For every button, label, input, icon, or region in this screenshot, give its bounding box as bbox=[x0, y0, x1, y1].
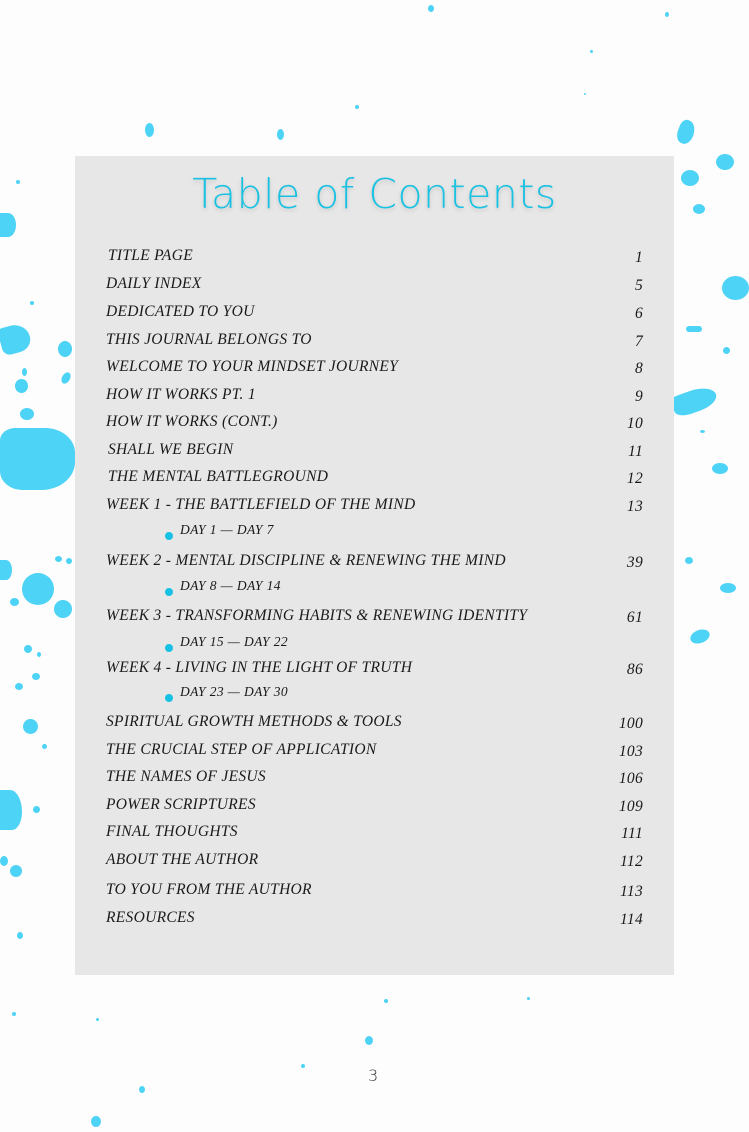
bullet-icon bbox=[165, 532, 173, 540]
toc-entry[interactable]: TO YOU FROM THE AUTHOR 113 bbox=[106, 881, 643, 900]
bullet-icon bbox=[165, 694, 173, 702]
toc-entry[interactable]: WEEK 3 - TRANSFORMING HABITS & RENEWING IDENTITY 61 bbox=[106, 607, 643, 626]
toc-entry[interactable]: FINAL THOUGHTS 111 bbox=[106, 823, 643, 842]
toc-panel bbox=[75, 156, 674, 975]
toc-sub-entry[interactable]: DAY 23 — DAY 30 bbox=[180, 684, 288, 704]
bullet-icon bbox=[165, 644, 173, 652]
toc-entry[interactable]: DAILY INDEX 5 bbox=[106, 275, 643, 294]
toc-entry[interactable]: THE MENTAL BATTLEGROUND 12 bbox=[108, 468, 643, 487]
toc-entry[interactable]: SPIRITUAL GROWTH METHODS & TOOLS 100 bbox=[106, 713, 643, 732]
toc-entry[interactable]: HOW IT WORKS (CONT.) 10 bbox=[106, 413, 643, 432]
page-title: Table of Contents bbox=[192, 170, 557, 218]
toc-entry[interactable]: POWER SCRIPTURES 109 bbox=[106, 796, 643, 815]
toc-entry[interactable]: WEEK 4 - LIVING IN THE LIGHT OF TRUTH 86 bbox=[106, 659, 643, 678]
toc-entry[interactable]: ABOUT THE AUTHOR 112 bbox=[106, 851, 643, 870]
toc-entry[interactable]: WEEK 2 - MENTAL DISCIPLINE & RENEWING THE MIND 39 bbox=[106, 552, 643, 571]
toc-entry[interactable]: HOW IT WORKS PT. 1 9 bbox=[106, 386, 643, 405]
page-number: 3 bbox=[368, 1066, 379, 1085]
toc-entry[interactable]: THE CRUCIAL STEP OF APPLICATION 103 bbox=[106, 741, 643, 760]
toc-entry[interactable]: TITLE PAGE 1 bbox=[108, 247, 643, 266]
toc-entry[interactable]: SHALL WE BEGIN 11 bbox=[108, 441, 643, 460]
toc-sub-entry[interactable]: DAY 1 — DAY 7 bbox=[180, 522, 274, 542]
toc-entry[interactable]: THIS JOURNAL BELONGS TO 7 bbox=[106, 331, 643, 350]
bullet-icon bbox=[165, 588, 173, 596]
toc-sub-entry[interactable]: DAY 8 — DAY 14 bbox=[180, 578, 281, 598]
toc-entry[interactable]: WELCOME TO YOUR MINDSET JOURNEY 8 bbox=[106, 358, 643, 377]
toc-entry[interactable]: WEEK 1 - THE BATTLEFIELD OF THE MIND 13 bbox=[106, 496, 643, 515]
toc-entry[interactable]: THE NAMES OF JESUS 106 bbox=[106, 768, 643, 787]
toc-entry[interactable]: DEDICATED TO YOU 6 bbox=[106, 303, 643, 322]
toc-entry[interactable]: RESOURCES 114 bbox=[106, 909, 643, 928]
toc-sub-entry[interactable]: DAY 15 — DAY 22 bbox=[180, 634, 288, 654]
